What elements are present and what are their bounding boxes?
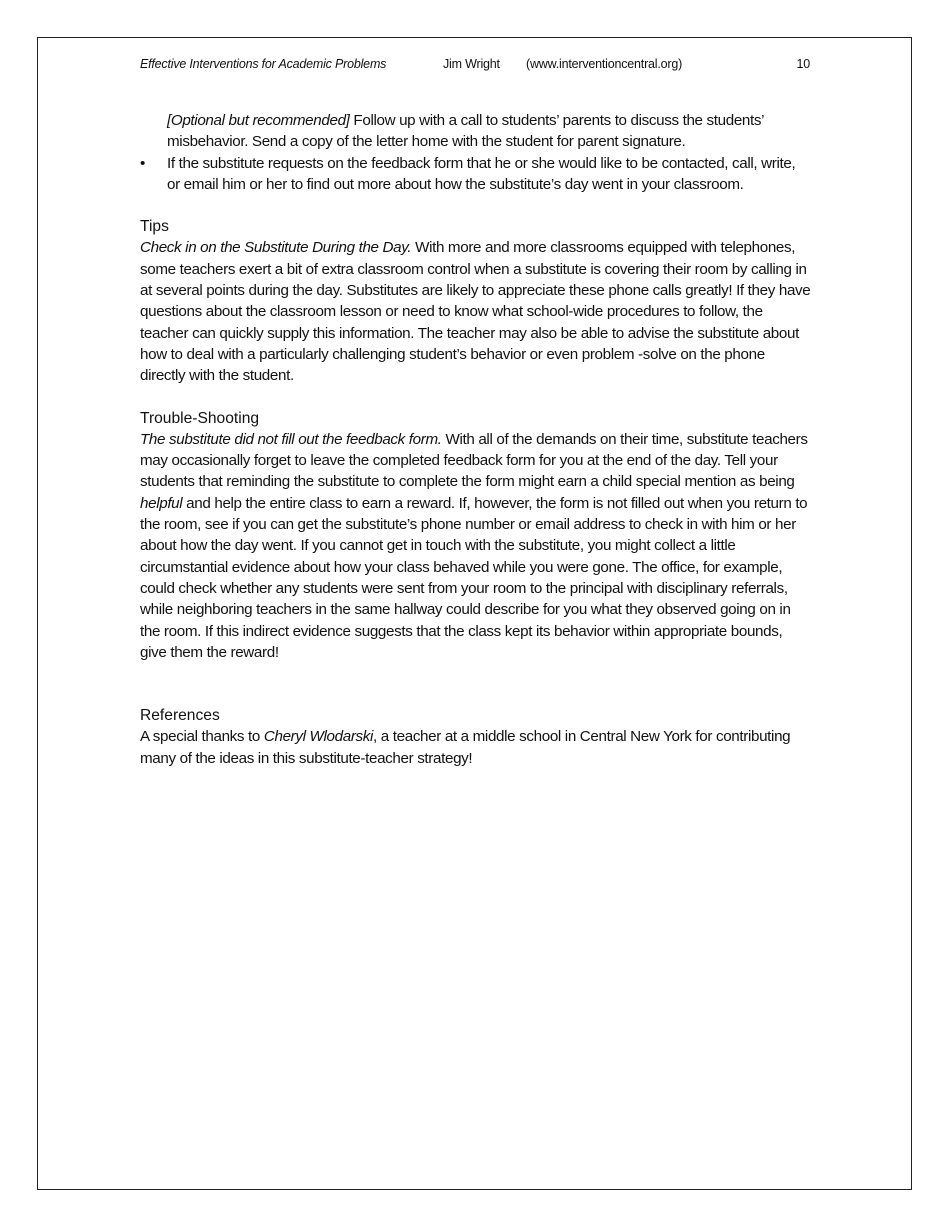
references-italic-name: Cheryl Wlodarski [263, 728, 374, 746]
troubleshooting-italic-word: helpful [140, 494, 183, 512]
tips-paragraph [140, 237, 812, 386]
troubleshooting-heading: Trouble-Shooting [140, 409, 260, 427]
header-website: (www.interventioncentral.org) [526, 57, 683, 71]
troubleshooting-paragraph [140, 429, 812, 663]
bullet-mark: • [140, 154, 145, 172]
bullet-item [140, 153, 812, 196]
header-author: Jim Wright [443, 57, 500, 71]
troubleshooting-text-before: With all of the demands on their time, substitute teachers may occasionally forget to leave the completed feedback form for you at the end of the day. Tell your students that reminding the substitute to complete the form might earn a child special mention as being [140, 430, 808, 491]
document-body [140, 110, 812, 769]
header-page-number: 10 [796, 57, 810, 71]
page-header [140, 57, 810, 75]
carryover-italic-lead: [Optional but recommended] [167, 112, 350, 129]
references-text-after: , a teacher at a middle school in Central New York for contributing many of the ideas in this substitute-teacher strategy! [140, 728, 791, 767]
troubleshooting-italic-lead: The substitute did not fill out the feedback form. [140, 430, 442, 448]
tips-heading: Tips [140, 218, 169, 236]
tips-italic-lead: Check in on the Substitute During the Day. [140, 239, 412, 257]
header-doc-title: Effective Interventions for Academic Problems [140, 57, 387, 71]
references-paragraph [140, 726, 812, 769]
references-text-before: A special thanks to [140, 728, 264, 746]
tips-text: With more and more classrooms equipped with telephones, some teachers exert a bit of extra classroom control when a substitute is covering their room by calling in at several points during the day. Substitutes are likely to appreciate these phone calls greatly! If they have questions about the classroom lesson or need to know what school-wide procedures to follow, the teacher can quickly supply this information. The teacher may also be able to advise the substitute about how to deal with a particularly challenging student’s behavior or even problem -solve on the phone directly with the student. [140, 239, 811, 385]
carryover-text: Follow up with a call to students’ parents to discuss the students’ misbehavior. Send a copy of the letter home with the student for parent signature. [167, 112, 764, 151]
references-heading: References [140, 707, 220, 725]
troubleshooting-text-after: and help the entire class to earn a reward. If, however, the form is not filled out when you return to the room, see if you can get the substitute’s phone number or email address to check in with him or her about how the day went. If you cannot get in touch with the substitute, you might collect a little circumstantial evidence about how your class behaved while you were gone. The office, for example, could check whether any students were sent from your room to the principal with disciplinary referrals, while neighboring teachers in the same hallway could describe for you what they observed going on in the room. If this indirect evidence suggests that the class kept its behavior within appropriate bounds, give them the reward! [140, 494, 808, 661]
bullet-text: If the substitute requests on the feedback form that he or she would like to be contacted, call, write, or email him or her to find out more about how the substitute’s day went in your classroom. [167, 154, 796, 193]
carryover-paragraph [140, 110, 812, 153]
